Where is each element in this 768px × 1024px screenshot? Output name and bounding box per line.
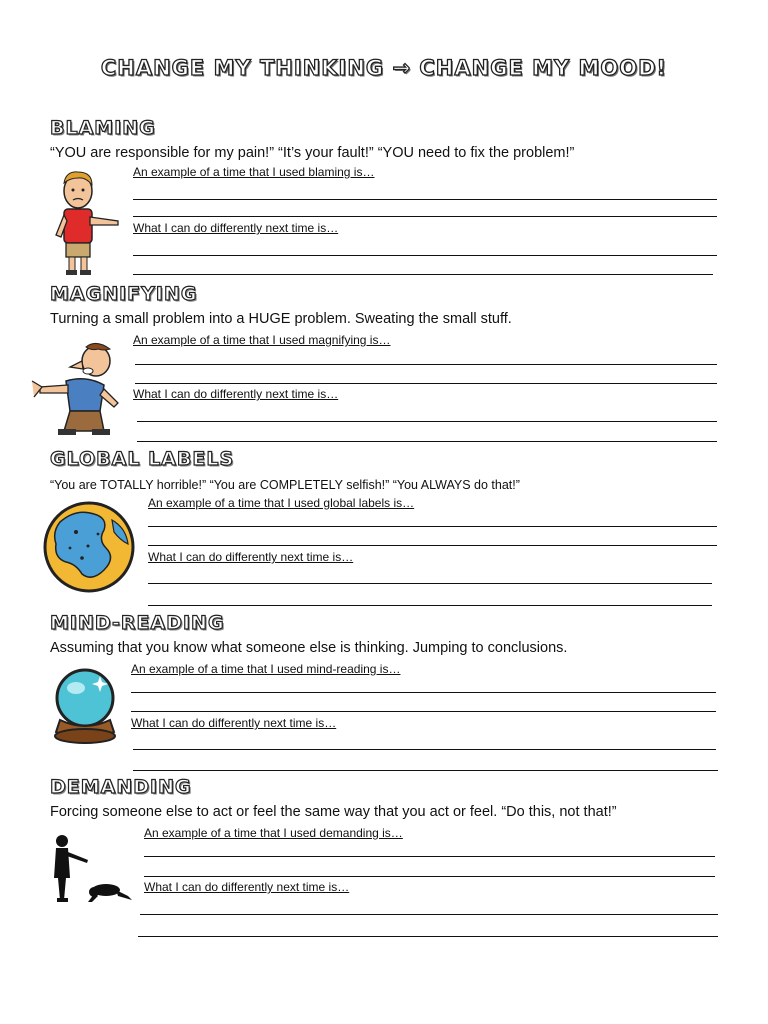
answer-line[interactable] — [133, 255, 717, 256]
section-description: Assuming that you know what someone else is thinking. Jumping to conclusions. — [50, 640, 568, 656]
answer-line[interactable] — [131, 692, 716, 693]
answer-line[interactable] — [133, 749, 716, 750]
next-time-prompt: What I can do differently next time is… — [133, 221, 339, 235]
next-time-prompt: What I can do differently next time is… — [144, 880, 350, 894]
globe-illustration — [42, 500, 136, 594]
example-prompt: An example of a time that I used mind-reading is… — [131, 662, 401, 676]
answer-line[interactable] — [133, 770, 718, 771]
answer-line[interactable] — [140, 914, 718, 915]
answer-line[interactable] — [135, 364, 717, 365]
answer-line[interactable] — [133, 199, 717, 200]
section-heading: MIND-READING — [50, 612, 225, 634]
answer-line[interactable] — [131, 711, 716, 712]
crystal-ball-illustration — [48, 666, 122, 746]
example-prompt: An example of a time that I used demanding is… — [144, 826, 403, 840]
answer-line[interactable] — [148, 583, 712, 584]
answer-line[interactable] — [133, 216, 717, 217]
answer-line[interactable] — [137, 421, 717, 422]
page-title: CHANGE MY THINKING → CHANGE MY MOOD! — [100, 56, 668, 80]
answer-line[interactable] — [138, 936, 718, 937]
section-heading: DEMANDING — [50, 776, 192, 798]
example-prompt: An example of a time that I used magnifying is… — [133, 333, 391, 347]
section-description: “You are TOTALLY horrible!” “You are COMPLETELY selfish!” “You ALWAYS do that!” — [50, 478, 520, 492]
section-heading: BLAMING — [50, 117, 156, 139]
blaming-man-illustration — [52, 169, 124, 277]
magnifying-man-illustration — [28, 341, 126, 437]
section-heading: MAGNIFYING — [50, 283, 198, 305]
answer-line[interactable] — [137, 441, 717, 442]
answer-line[interactable] — [148, 545, 717, 546]
example-prompt: An example of a time that I used blaming is… — [133, 165, 375, 179]
section-description: Forcing someone else to act or feel the same way that you act or feel. “Do this, not that!” — [50, 804, 617, 820]
next-time-prompt: What I can do differently next time is… — [131, 716, 337, 730]
next-time-prompt: What I can do differently next time is… — [133, 387, 339, 401]
answer-line[interactable] — [144, 876, 715, 877]
answer-line[interactable] — [144, 856, 715, 857]
section-description: “YOU are responsible for my pain!” “It’s your fault!” “YOU need to fix the problem!” — [50, 145, 575, 161]
section-description: Turning a small problem into a HUGE problem. Sweating the small stuff. — [50, 311, 512, 327]
answer-line[interactable] — [133, 274, 713, 275]
next-time-prompt: What I can do differently next time is… — [148, 550, 354, 564]
section-heading: GLOBAL LABELS — [50, 448, 235, 470]
answer-line[interactable] — [135, 383, 717, 384]
demanding-figures-illustration — [48, 834, 136, 906]
answer-line[interactable] — [148, 605, 712, 606]
example-prompt: An example of a time that I used global labels is… — [148, 496, 415, 510]
answer-line[interactable] — [148, 526, 717, 527]
